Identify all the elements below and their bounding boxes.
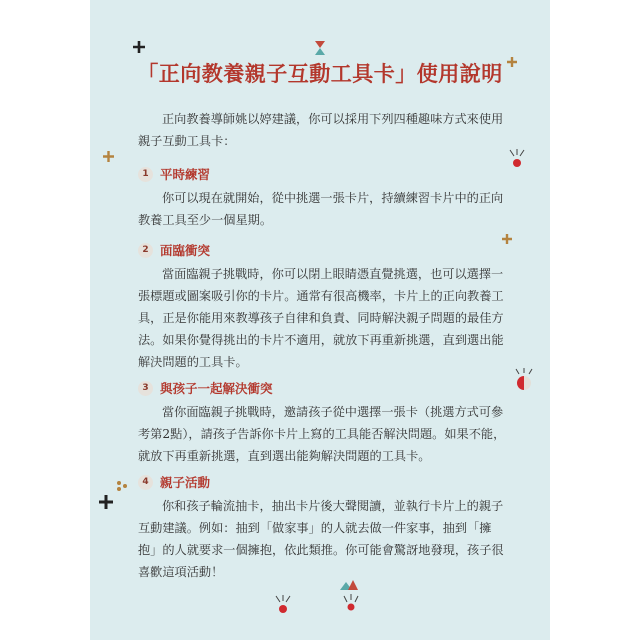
spark-dot-icon [506,148,528,172]
half-circle-icon [512,368,536,392]
section-body: 你和孩子輪流抽卡，抽出卡片後大聲閱讀，並執行卡片上的親子互動建議。例如：抽到「做家事」的人就去做一件家事，抽到「擁抱」的人就要求一個擁抱，依此類推。你可能會驚訝地發現，孩子很喜歡這項活動！ [138,499,504,579]
plus-icon [132,40,146,54]
plus-icon [102,150,115,163]
hourglass-icon [314,40,326,56]
section-number: 1 [138,167,153,182]
intro-paragraph: 正向教養導師姚以婷建議，你可以採用下列四種趣味方式來使用親子互動工具卡： [138,112,504,148]
section-body: 當面臨親子挑戰時，你可以閉上眼睛憑直覺挑選，也可以選擇一張標題或圖案吸引你的卡片。通常有很高機率，卡片上的正向教養工具，正是你能用來教導孩子自律和負責、同時解決親子問題的最佳方法。如果你覺得挑出的卡片不適用，就放下再重新挑選，直到選出能解決問題的工具卡。 [138,267,504,369]
section-activity [138,472,506,583]
mountain-icon [338,578,364,612]
section-title: 面臨衝突 [160,243,211,258]
page-title: 「正向教養親子互動工具卡」使用說明 [137,62,503,86]
spark-dot-icon [272,594,294,618]
section-conflict [138,240,506,373]
section-title: 親子活動 [160,475,211,490]
section-header [138,472,506,492]
section-number: 3 [138,381,153,396]
section-header [138,378,506,398]
section-body: 你可以現在就開始，從中挑選一張卡片，持續練習卡片中的正向教養工具至少一個星期。 [138,191,504,227]
section-solve-together [138,378,506,467]
section-practice [138,164,506,231]
section-header [138,164,506,184]
section-body: 當你面臨親子挑戰時，邀請孩子從中選擇一張卡（挑選方式可參考第2點），請孩子告訴你卡片上寫的工具能否解決問題。如果不能，就放下再重新挑選，直到選出能夠解決問題的工具卡。 [138,405,506,463]
section-title: 平時練習 [160,167,211,182]
section-number: 4 [138,475,153,490]
plus-icon [98,494,114,510]
section-number: 2 [138,243,153,258]
dots-icon [116,480,128,492]
section-header [138,240,506,260]
section-title: 與孩子一起解決衝突 [160,381,273,396]
page [90,0,550,640]
